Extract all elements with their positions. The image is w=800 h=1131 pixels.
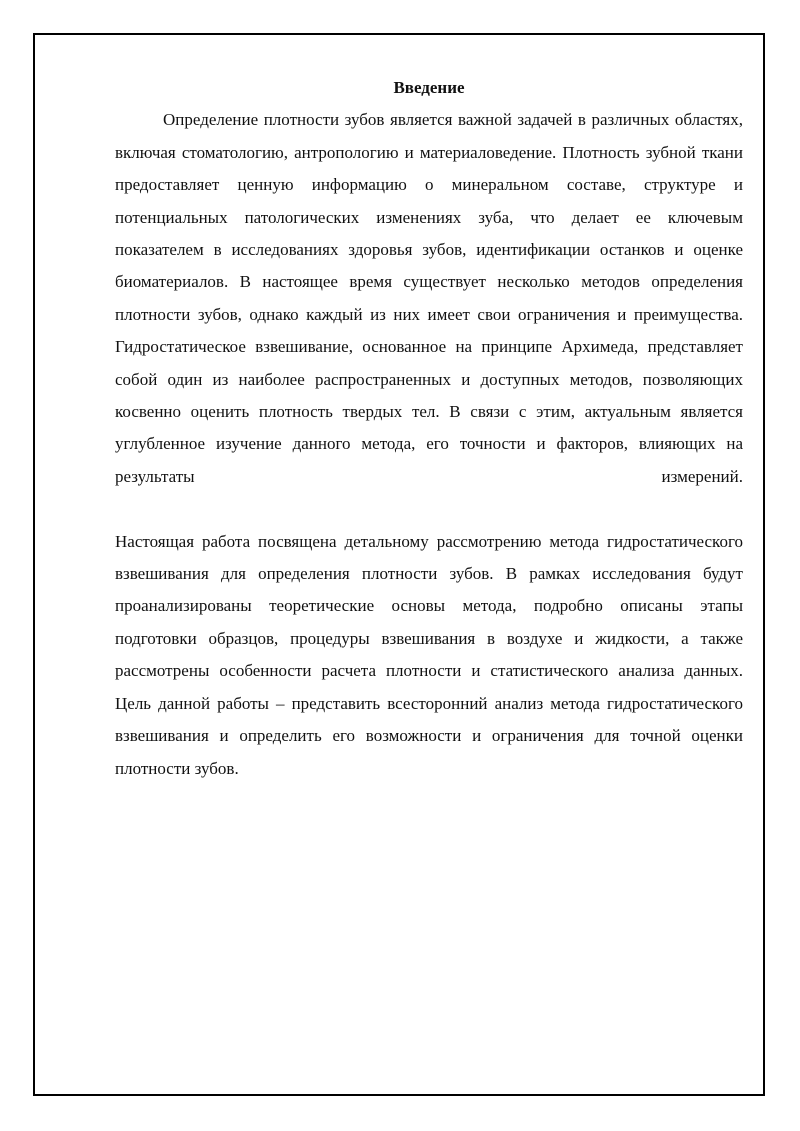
page-title: Введение [393,78,465,97]
intro-paragraph-1: Определение плотности зубов является важной задачей в различных областях, включая стоматологию, антропологию и материаловедение. Плотность зубной ткани предоставляет ценную информацию о минеральном составе, структуре и потенциальных патологических изменениях зуба, что делает ее ключевым показателем в исследованиях здоровья зубов, идентификации останков и оценке биоматериалов. В настоящее время существует несколько методов определения плотности зубов, однако каждый из них имеет свои ограничения и преимущества. Гидростатическое взвешивание, основанное на принципе Архимеда, представляет собой один из наиболее распространенных и доступных методов, позволяющих косвенно оценить плотность твердых тел. В связи с этим, актуальным является углубленное изучение данного метода, его точности и факторов, влияющих на результаты измерений. [115,110,743,486]
intro-paragraph-2: Настоящая работа посвящена детальному рассмотрению метода гидростатического взвешивания для определения плотности зубов. В рамках исследования будут проанализированы теоретические основы метода, подробно описаны этапы подготовки образцов, процедуры взвешивания в воздухе и жидкости, а также рассмотрены особенности расчета плотности и статистического анализа данных. Цель данной работы – представить всесторонний анализ метода гидростатического взвешивания и определить его возможности и ограничения для точной оценки плотности зубов. [115,531,743,778]
document-body [115,72,743,785]
